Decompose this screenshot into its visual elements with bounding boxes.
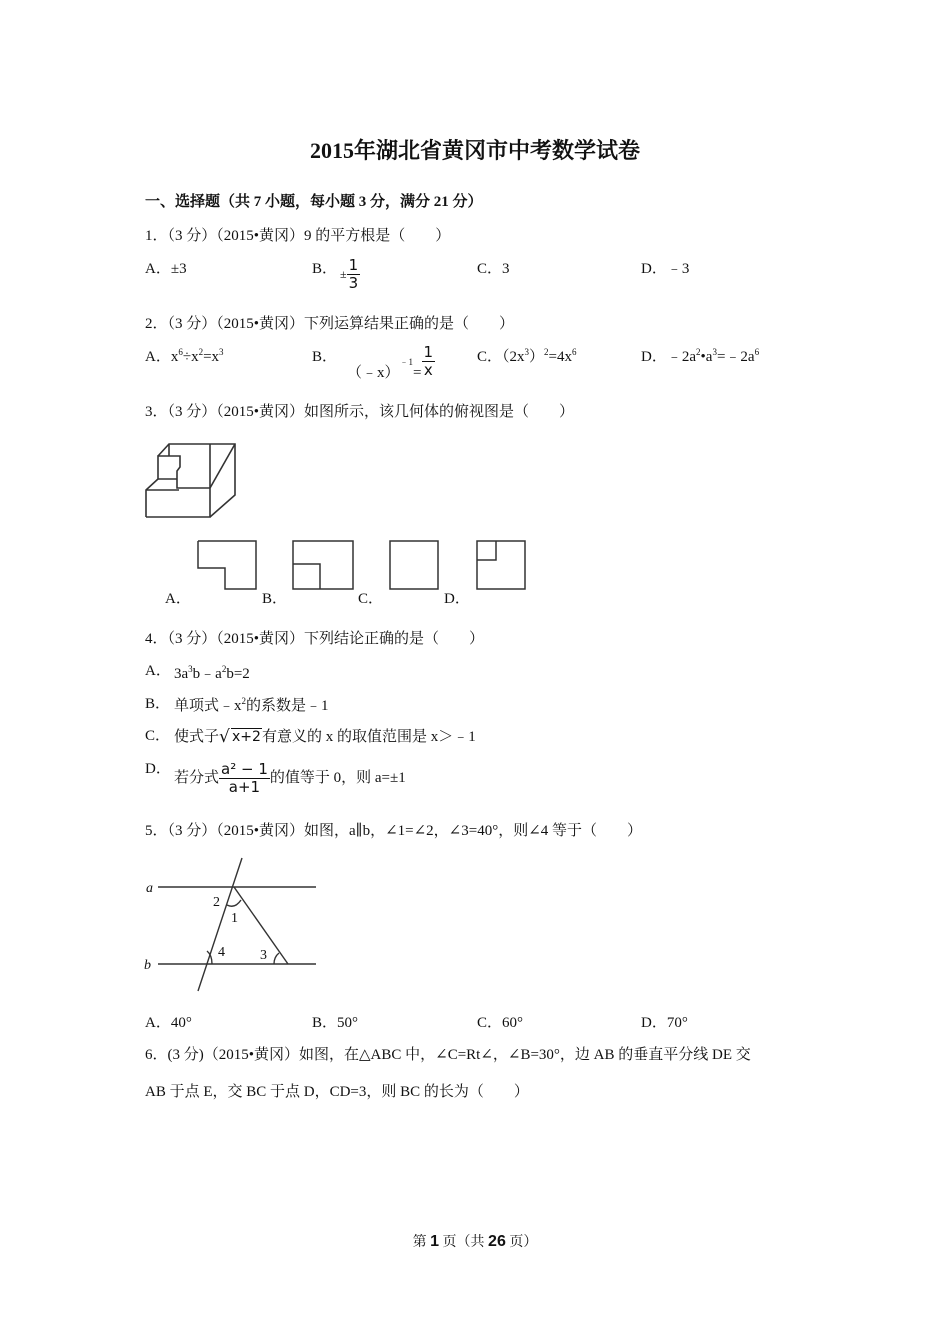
q3-solid-figure (145, 443, 237, 519)
q5-option-c: C．60° (477, 1015, 524, 1031)
q4-stem: 4．（3 分）（2015•黄冈）下列结论正确的是（ ） (145, 631, 485, 647)
q2-option-a: A．$x^6\div x^2=x^3$ (145, 347, 224, 365)
q1-option-b-label: B． (312, 261, 338, 277)
q4-option-d-label: D． (145, 761, 171, 777)
q2-option-d: D．$﹣2a^2•a^3=﹣2a^6$ (641, 347, 760, 365)
q2-option-b: （﹣x）﹣1= $\frac{1}{x}$ (347, 343, 434, 381)
q3-option-d-label: D． (444, 591, 470, 607)
q5-line-a-label: a (146, 881, 153, 896)
page-total: 26 (488, 1233, 506, 1250)
q4-option-d: 若分式 $\frac{\text{a² − 1}}{a+1}$ 的值等于 0，则 a=±1 (174, 760, 406, 796)
q3-option-a-figure (197, 540, 257, 590)
q2-option-c: C．$(2x^3)^2=4x^6$ (477, 347, 577, 365)
page-number: 1 (430, 1233, 440, 1250)
q4-option-c-label: C． (145, 728, 171, 744)
q5-angle-3-label: 3 (260, 948, 267, 963)
q5-option-d: D．70° (641, 1015, 688, 1031)
q1-option-a: A．±3 (145, 261, 187, 277)
q3-option-a-label: A． (165, 591, 191, 607)
q5-angle-2-label: 2 (213, 895, 220, 910)
q4-option-b-label: B． (145, 696, 171, 712)
q5-option-a: A．40° (145, 1015, 192, 1031)
q1-option-b: ± $\frac{1}{3}$ (340, 256, 359, 292)
q4-option-a-label: A． (145, 663, 171, 679)
q3-option-b-label: B． (262, 591, 288, 607)
q3-option-c-figure (389, 540, 439, 590)
q1-option-d: D．﹣3 (641, 261, 690, 277)
q3-option-b-figure (292, 540, 354, 590)
page-footer: 第 1 页（共 26 页） (412, 1233, 538, 1250)
q5-stem: 5．（3 分）（2015•黄冈）如图，a∥b，∠1=∠2，∠3=40°，则∠4 等于（ ） (145, 823, 643, 839)
q2-option-b-label: B． (312, 349, 338, 365)
q3-option-d-figure (476, 540, 526, 590)
q5-angle-1-label: 1 (231, 911, 238, 926)
q5-angle-4-label: 4 (218, 945, 225, 960)
q5-option-b: B．50° (312, 1015, 359, 1031)
q3-stem: 3．（3 分）（2015•黄冈）如图所示，该几何体的俯视图是（ ） (145, 404, 575, 420)
q5-line-b-label: b (144, 958, 151, 973)
q1-stem: 1．（3 分）（2015•黄冈）9 的平方根是（ ） (145, 228, 451, 244)
q4-option-c: 使式子 √ x+2有意义的 x 的取值范围是 x＞﹣1 (174, 727, 476, 747)
q3-option-c-label: C． (358, 591, 384, 607)
q1-option-c: C．3 (477, 261, 510, 277)
page-title: 2015年湖北省黄冈市中考数学试卷 (309, 138, 640, 163)
q6-stem-line1: 6．(3 分)（2015•黄冈）如图，在△ABC 中，∠C=Rt∠，∠B=30°，边 AB 的垂直平分线 DE 交 (145, 1047, 751, 1063)
q5-parallel-lines-figure (140, 855, 320, 995)
q6-stem-line2: AB 于点 E，交 BC 于点 D，CD=3，则 BC 的长为（ ） (145, 1084, 529, 1100)
q4-option-a: $3a^3b﹣a^2b=2$ (174, 664, 250, 682)
q2-stem: 2．（3 分）（2015•黄冈）下列运算结果正确的是（ ） (145, 316, 515, 332)
q4-option-b: 单项式$﹣x^2$的系数是﹣1 (174, 696, 329, 714)
section-heading: 一、选择题（共 7 小题，每小题 3 分，满分 21 分） (145, 194, 483, 210)
